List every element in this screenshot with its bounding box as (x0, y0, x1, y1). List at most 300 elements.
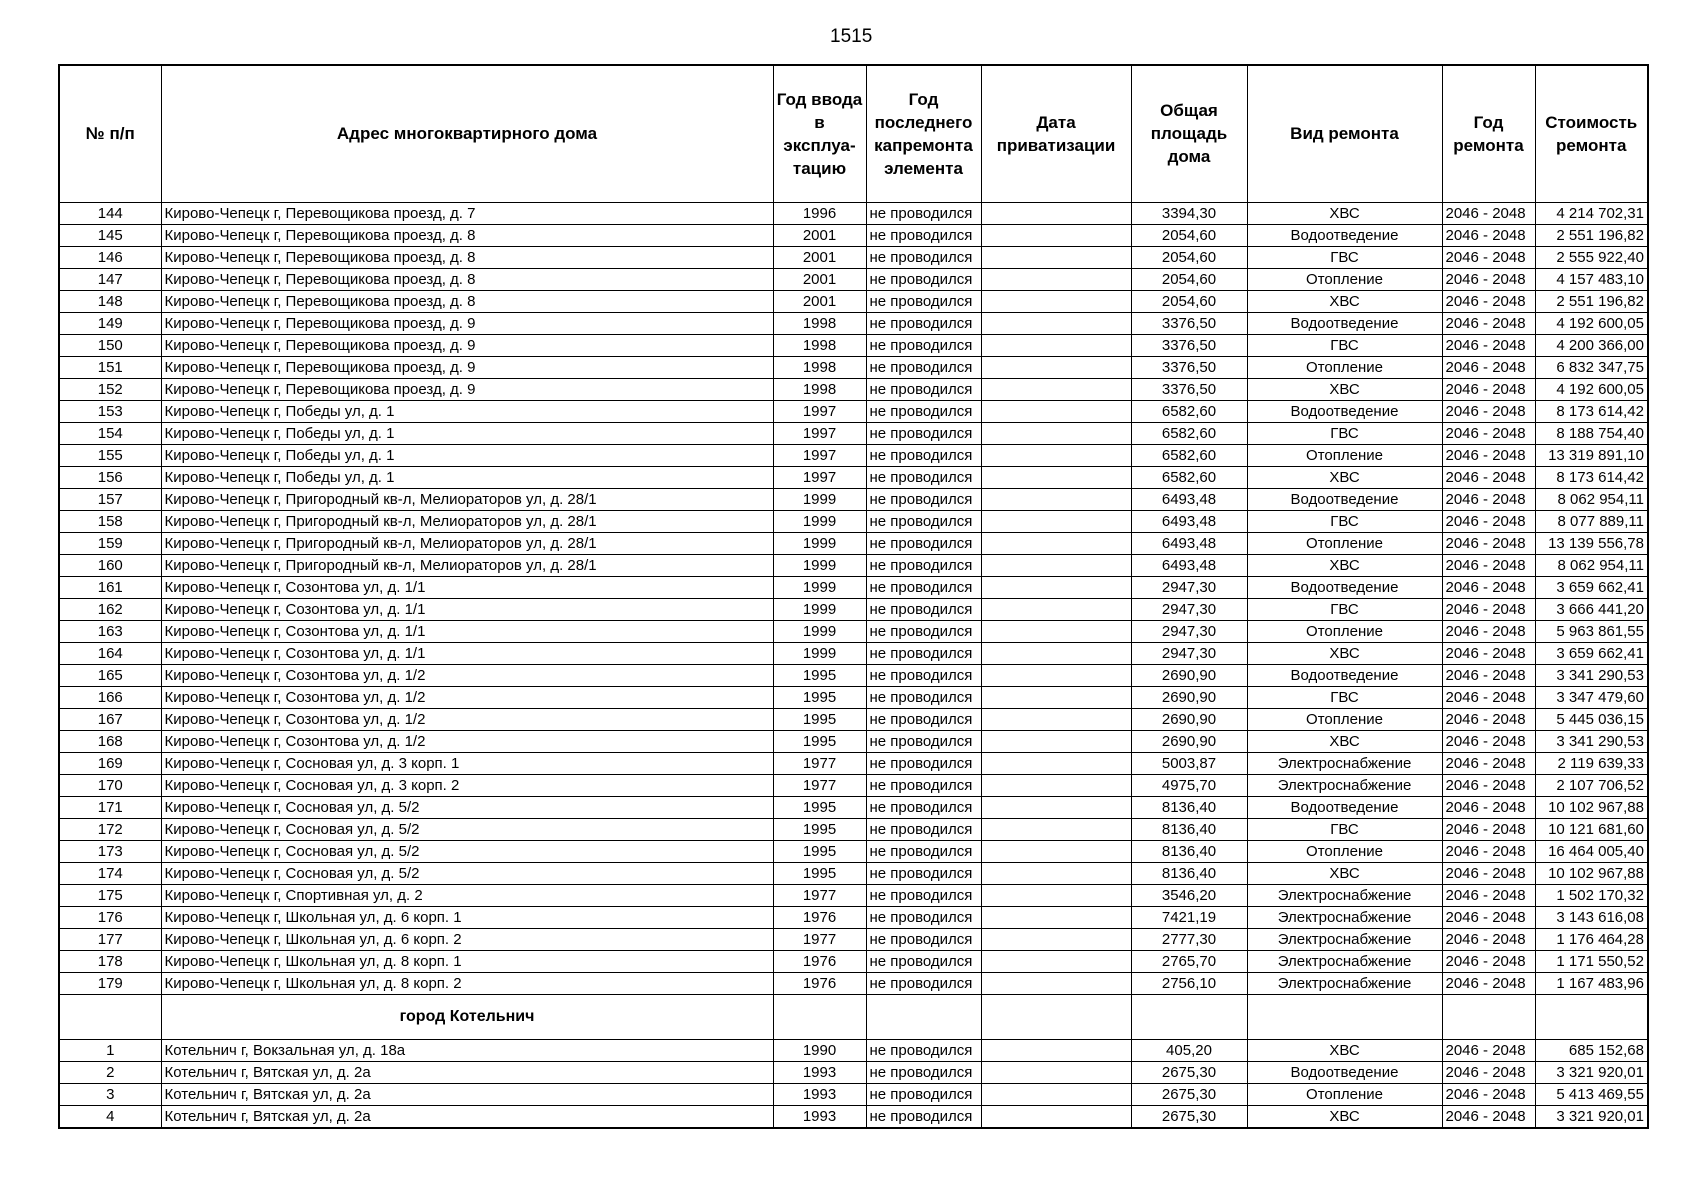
cell-num: 167 (59, 708, 161, 730)
cell-area: 2777,30 (1131, 928, 1247, 950)
cell-num: 159 (59, 532, 161, 554)
cell-repair-type: ГВС (1247, 510, 1442, 532)
cell-repair-year: 2046 - 2048 (1442, 840, 1535, 862)
cell-privatization-date (981, 664, 1131, 686)
cell-num: 164 (59, 642, 161, 664)
cell-cost: 2 555 922,40 (1535, 246, 1648, 268)
table-body-kirovo-chepetsk (59, 202, 1648, 994)
cell-cost: 3 143 616,08 (1535, 906, 1648, 928)
cell-privatization-date (981, 268, 1131, 290)
cell-year-last-repair: не проводился (866, 334, 981, 356)
cell-repair-year: 2046 - 2048 (1442, 1039, 1535, 1061)
cell-year-last-repair: не проводился (866, 972, 981, 994)
cell-repair-type: Электроснабжение (1247, 972, 1442, 994)
cell-repair-year: 2046 - 2048 (1442, 774, 1535, 796)
section-cell (1442, 994, 1535, 1039)
cell-repair-type: ГВС (1247, 422, 1442, 444)
cell-privatization-date (981, 708, 1131, 730)
cell-repair-type: ХВС (1247, 378, 1442, 400)
cell-area: 2690,90 (1131, 686, 1247, 708)
cell-repair-year: 2046 - 2048 (1442, 972, 1535, 994)
cell-year-last-repair: не проводился (866, 950, 981, 972)
cell-repair-year: 2046 - 2048 (1442, 862, 1535, 884)
cell-cost: 5 413 469,55 (1535, 1083, 1648, 1105)
cell-year-last-repair: не проводился (866, 246, 981, 268)
cell-address: Кирово-Чепецк г, Пригородный кв-л, Мелиораторов ул, д. 28/1 (161, 554, 773, 576)
cell-year-commission: 1977 (773, 884, 866, 906)
cell-repair-year: 2046 - 2048 (1442, 708, 1535, 730)
cell-repair-type: Электроснабжение (1247, 774, 1442, 796)
cell-repair-year: 2046 - 2048 (1442, 202, 1535, 224)
cell-address: Кирово-Чепецк г, Победы ул, д. 1 (161, 444, 773, 466)
table-row (59, 224, 1648, 246)
header-year-commission: Год ввода в эксплуа- тацию (773, 65, 866, 202)
cell-address: Котельнич г, Вятская ул, д. 2а (161, 1105, 773, 1128)
header-repair-type: Вид ремонта (1247, 65, 1442, 202)
cell-address: Кирово-Чепецк г, Школьная ул, д. 8 корп. 2 (161, 972, 773, 994)
cell-num: 169 (59, 752, 161, 774)
cell-address: Кирово-Чепецк г, Перевощикова проезд, д. 8 (161, 246, 773, 268)
cell-year-last-repair: не проводился (866, 400, 981, 422)
cell-repair-year: 2046 - 2048 (1442, 730, 1535, 752)
cell-num: 144 (59, 202, 161, 224)
cell-area: 4975,70 (1131, 774, 1247, 796)
cell-address: Кирово-Чепецк г, Созонтова ул, д. 1/2 (161, 686, 773, 708)
cell-privatization-date (981, 400, 1131, 422)
cell-privatization-date (981, 510, 1131, 532)
cell-num: 156 (59, 466, 161, 488)
cell-area: 3376,50 (1131, 378, 1247, 400)
cell-num: 175 (59, 884, 161, 906)
table-row (59, 642, 1648, 664)
cell-cost: 8 062 954,11 (1535, 554, 1648, 576)
cell-year-commission: 1998 (773, 356, 866, 378)
cell-repair-type: ХВС (1247, 290, 1442, 312)
cell-cost: 3 341 290,53 (1535, 730, 1648, 752)
cell-privatization-date (981, 290, 1131, 312)
cell-address: Котельнич г, Вокзальная ул, д. 18а (161, 1039, 773, 1061)
cell-repair-type: Отопление (1247, 1083, 1442, 1105)
cell-cost: 8 188 754,40 (1535, 422, 1648, 444)
cell-year-last-repair: не проводился (866, 466, 981, 488)
cell-repair-year: 2046 - 2048 (1442, 488, 1535, 510)
cell-year-commission: 1995 (773, 708, 866, 730)
cell-area: 2675,30 (1131, 1105, 1247, 1128)
cell-area: 8136,40 (1131, 818, 1247, 840)
cell-privatization-date (981, 818, 1131, 840)
cell-privatization-date (981, 224, 1131, 246)
cell-privatization-date (981, 796, 1131, 818)
cell-area: 2765,70 (1131, 950, 1247, 972)
cell-num: 157 (59, 488, 161, 510)
cell-cost: 10 102 967,88 (1535, 862, 1648, 884)
cell-num: 163 (59, 620, 161, 642)
cell-num: 161 (59, 576, 161, 598)
cell-num: 173 (59, 840, 161, 862)
cell-cost: 13 139 556,78 (1535, 532, 1648, 554)
cell-cost: 4 200 366,00 (1535, 334, 1648, 356)
table-row (59, 1061, 1648, 1083)
cell-repair-year: 2046 - 2048 (1442, 400, 1535, 422)
cell-repair-type: ХВС (1247, 862, 1442, 884)
cell-cost: 3 659 662,41 (1535, 642, 1648, 664)
table-row (59, 532, 1648, 554)
table-row (59, 422, 1648, 444)
cell-repair-type: ХВС (1247, 1105, 1442, 1128)
cell-repair-type: ХВС (1247, 466, 1442, 488)
cell-repair-year: 2046 - 2048 (1442, 466, 1535, 488)
cell-repair-year: 2046 - 2048 (1442, 752, 1535, 774)
cell-cost: 3 341 290,53 (1535, 664, 1648, 686)
cell-repair-type: Отопление (1247, 444, 1442, 466)
table-row (59, 312, 1648, 334)
cell-address: Кирово-Чепецк г, Созонтова ул, д. 1/2 (161, 708, 773, 730)
cell-cost: 4 157 483,10 (1535, 268, 1648, 290)
cell-repair-type: Водоотведение (1247, 664, 1442, 686)
table-row (59, 576, 1648, 598)
section-cell (1247, 994, 1442, 1039)
table-row (59, 400, 1648, 422)
cell-cost: 3 321 920,01 (1535, 1105, 1648, 1128)
section-cell (1535, 994, 1648, 1039)
cell-year-last-repair: не проводился (866, 378, 981, 400)
header-privatization-date: Дата приватизации (981, 65, 1131, 202)
cell-year-last-repair: не проводился (866, 312, 981, 334)
cell-num: 149 (59, 312, 161, 334)
cell-cost: 13 319 891,10 (1535, 444, 1648, 466)
cell-repair-type: ХВС (1247, 642, 1442, 664)
cell-address: Кирово-Чепецк г, Сосновая ул, д. 5/2 (161, 818, 773, 840)
cell-year-last-repair: не проводился (866, 1039, 981, 1061)
cell-year-commission: 1993 (773, 1105, 866, 1128)
cell-cost: 6 832 347,75 (1535, 356, 1648, 378)
cell-year-commission: 1977 (773, 752, 866, 774)
cell-num: 170 (59, 774, 161, 796)
cell-cost: 685 152,68 (1535, 1039, 1648, 1061)
cell-area: 2690,90 (1131, 708, 1247, 730)
cell-num: 2 (59, 1061, 161, 1083)
table-row (59, 730, 1648, 752)
cell-address: Кирово-Чепецк г, Школьная ул, д. 8 корп. 1 (161, 950, 773, 972)
cell-area: 8136,40 (1131, 862, 1247, 884)
cell-area: 2675,30 (1131, 1061, 1247, 1083)
cell-repair-year: 2046 - 2048 (1442, 598, 1535, 620)
cell-repair-year: 2046 - 2048 (1442, 554, 1535, 576)
cell-repair-type: Водоотведение (1247, 796, 1442, 818)
cell-area: 2054,60 (1131, 268, 1247, 290)
table-row (59, 356, 1648, 378)
cell-year-last-repair: не проводился (866, 598, 981, 620)
header-num: № п/п (59, 65, 161, 202)
cell-privatization-date (981, 840, 1131, 862)
cell-repair-year: 2046 - 2048 (1442, 312, 1535, 334)
cell-year-last-repair: не проводился (866, 1105, 981, 1128)
cell-address: Кирово-Чепецк г, Сосновая ул, д. 5/2 (161, 796, 773, 818)
cell-repair-year: 2046 - 2048 (1442, 884, 1535, 906)
cell-num: 150 (59, 334, 161, 356)
cell-repair-type: ХВС (1247, 1039, 1442, 1061)
table-row (59, 664, 1648, 686)
cell-area: 6493,48 (1131, 532, 1247, 554)
cell-year-last-repair: не проводился (866, 268, 981, 290)
cell-area: 2947,30 (1131, 598, 1247, 620)
cell-repair-type: Отопление (1247, 620, 1442, 642)
table-row (59, 1083, 1648, 1105)
cell-privatization-date (981, 246, 1131, 268)
cell-address: Кирово-Чепецк г, Пригородный кв-л, Мелиораторов ул, д. 28/1 (161, 532, 773, 554)
cell-year-commission: 1977 (773, 928, 866, 950)
cell-area: 6582,60 (1131, 400, 1247, 422)
section-body (59, 994, 1648, 1039)
cell-repair-year: 2046 - 2048 (1442, 290, 1535, 312)
cell-repair-year: 2046 - 2048 (1442, 928, 1535, 950)
cell-privatization-date (981, 576, 1131, 598)
cell-privatization-date (981, 532, 1131, 554)
cell-repair-type: ХВС (1247, 202, 1442, 224)
cell-area: 5003,87 (1131, 752, 1247, 774)
cell-year-commission: 1999 (773, 488, 866, 510)
cell-year-last-repair: не проводился (866, 862, 981, 884)
cell-num: 179 (59, 972, 161, 994)
cell-area: 2054,60 (1131, 246, 1247, 268)
cell-repair-year: 2046 - 2048 (1442, 334, 1535, 356)
cell-cost: 8 062 954,11 (1535, 488, 1648, 510)
cell-area: 2947,30 (1131, 620, 1247, 642)
cell-cost: 10 102 967,88 (1535, 796, 1648, 818)
cell-year-commission: 1999 (773, 620, 866, 642)
cell-privatization-date (981, 928, 1131, 950)
table-row (59, 620, 1648, 642)
cell-year-last-repair: не проводился (866, 796, 981, 818)
cell-num: 147 (59, 268, 161, 290)
cell-area: 6493,48 (1131, 554, 1247, 576)
cell-repair-year: 2046 - 2048 (1442, 1105, 1535, 1128)
cell-address: Кирово-Чепецк г, Школьная ул, д. 6 корп. 1 (161, 906, 773, 928)
cell-privatization-date (981, 752, 1131, 774)
cell-year-commission: 2001 (773, 290, 866, 312)
cell-year-commission: 1999 (773, 576, 866, 598)
cell-address: Кирово-Чепецк г, Победы ул, д. 1 (161, 466, 773, 488)
cell-cost: 4 192 600,05 (1535, 312, 1648, 334)
cell-repair-type: ГВС (1247, 598, 1442, 620)
cell-year-last-repair: не проводился (866, 356, 981, 378)
cell-year-commission: 1998 (773, 312, 866, 334)
cell-repair-type: Отопление (1247, 708, 1442, 730)
cell-address: Кирово-Чепецк г, Созонтова ул, д. 1/2 (161, 664, 773, 686)
cell-year-commission: 1976 (773, 972, 866, 994)
cell-num: 1 (59, 1039, 161, 1061)
cell-cost: 2 119 639,33 (1535, 752, 1648, 774)
cell-repair-type: ГВС (1247, 246, 1442, 268)
cell-year-commission: 1995 (773, 796, 866, 818)
page-number: 1515 (830, 26, 873, 47)
cell-num: 152 (59, 378, 161, 400)
table-row (59, 906, 1648, 928)
table-row (59, 862, 1648, 884)
cell-year-last-repair: не проводился (866, 576, 981, 598)
cell-cost: 4 192 600,05 (1535, 378, 1648, 400)
cell-repair-type: ХВС (1247, 730, 1442, 752)
cell-area: 6582,60 (1131, 422, 1247, 444)
cell-privatization-date (981, 444, 1131, 466)
cell-address: Котельнич г, Вятская ул, д. 2а (161, 1061, 773, 1083)
cell-privatization-date (981, 422, 1131, 444)
cell-year-last-repair: не проводился (866, 730, 981, 752)
cell-privatization-date (981, 488, 1131, 510)
cell-repair-year: 2046 - 2048 (1442, 686, 1535, 708)
cell-privatization-date (981, 972, 1131, 994)
cell-privatization-date (981, 642, 1131, 664)
cell-year-last-repair: не проводился (866, 642, 981, 664)
table-row (59, 972, 1648, 994)
cell-address: Кирово-Чепецк г, Сосновая ул, д. 5/2 (161, 862, 773, 884)
cell-repair-year: 2046 - 2048 (1442, 378, 1535, 400)
cell-address: Кирово-Чепецк г, Перевощикова проезд, д. 9 (161, 334, 773, 356)
cell-area: 7421,19 (1131, 906, 1247, 928)
cell-address: Кирово-Чепецк г, Спортивная ул, д. 2 (161, 884, 773, 906)
cell-num: 160 (59, 554, 161, 576)
cell-year-commission: 1977 (773, 774, 866, 796)
cell-address: Кирово-Чепецк г, Созонтова ул, д. 1/2 (161, 730, 773, 752)
cell-address: Кирово-Чепецк г, Перевощикова проезд, д. 9 (161, 378, 773, 400)
cell-num: 153 (59, 400, 161, 422)
table-row (59, 950, 1648, 972)
cell-repair-type: ГВС (1247, 686, 1442, 708)
cell-privatization-date (981, 1105, 1131, 1128)
cell-num: 168 (59, 730, 161, 752)
cell-repair-type: Водоотведение (1247, 576, 1442, 598)
cell-year-commission: 1995 (773, 730, 866, 752)
cell-cost: 16 464 005,40 (1535, 840, 1648, 862)
cell-privatization-date (981, 774, 1131, 796)
cell-area: 3394,30 (1131, 202, 1247, 224)
cell-year-commission: 1995 (773, 664, 866, 686)
cell-privatization-date (981, 686, 1131, 708)
cell-cost: 5 445 036,15 (1535, 708, 1648, 730)
cell-area: 2675,30 (1131, 1083, 1247, 1105)
cell-year-last-repair: не проводился (866, 620, 981, 642)
cell-year-last-repair: не проводился (866, 554, 981, 576)
cell-area: 3546,20 (1131, 884, 1247, 906)
section-title: город Котельнич (161, 994, 773, 1039)
cell-year-last-repair: не проводился (866, 532, 981, 554)
cell-cost: 8 077 889,11 (1535, 510, 1648, 532)
cell-year-last-repair: не проводился (866, 202, 981, 224)
section-cell (59, 994, 161, 1039)
cell-year-commission: 1995 (773, 686, 866, 708)
cell-cost: 8 173 614,42 (1535, 400, 1648, 422)
cell-cost: 2 551 196,82 (1535, 290, 1648, 312)
cell-repair-type: Водоотведение (1247, 400, 1442, 422)
cell-address: Кирово-Чепецк г, Созонтова ул, д. 1/1 (161, 576, 773, 598)
cell-year-commission: 1993 (773, 1083, 866, 1105)
cell-year-commission: 1995 (773, 818, 866, 840)
cell-year-commission: 1999 (773, 532, 866, 554)
header-area: Общая площадь дома (1131, 65, 1247, 202)
table-body-kotelnich (59, 1039, 1648, 1128)
cell-address: Кирово-Чепецк г, Пригородный кв-л, Мелиораторов ул, д. 28/1 (161, 510, 773, 532)
cell-privatization-date (981, 1061, 1131, 1083)
cell-num: 174 (59, 862, 161, 884)
cell-repair-year: 2046 - 2048 (1442, 796, 1535, 818)
table-row (59, 840, 1648, 862)
table-row (59, 268, 1648, 290)
cell-year-commission: 1993 (773, 1061, 866, 1083)
table-row (59, 686, 1648, 708)
cell-privatization-date (981, 730, 1131, 752)
table-row (59, 598, 1648, 620)
table-row (59, 444, 1648, 466)
cell-privatization-date (981, 862, 1131, 884)
cell-cost: 1 171 550,52 (1535, 950, 1648, 972)
cell-privatization-date (981, 202, 1131, 224)
cell-num: 165 (59, 664, 161, 686)
cell-year-last-repair: не проводился (866, 708, 981, 730)
cell-privatization-date (981, 312, 1131, 334)
table-row (59, 1105, 1648, 1128)
cell-repair-year: 2046 - 2048 (1442, 642, 1535, 664)
cell-privatization-date (981, 620, 1131, 642)
cell-repair-type: Отопление (1247, 268, 1442, 290)
cell-privatization-date (981, 554, 1131, 576)
cell-repair-type: Водоотведение (1247, 488, 1442, 510)
cell-num: 178 (59, 950, 161, 972)
cell-repair-year: 2046 - 2048 (1442, 950, 1535, 972)
cell-num: 4 (59, 1105, 161, 1128)
cell-repair-type: Электроснабжение (1247, 928, 1442, 950)
cell-address: Кирово-Чепецк г, Перевощикова проезд, д. 9 (161, 356, 773, 378)
section-cell (773, 994, 866, 1039)
header-year-last-repair: Год последнего капремонта элемента (866, 65, 981, 202)
cell-area: 2690,90 (1131, 730, 1247, 752)
cell-num: 177 (59, 928, 161, 950)
cell-area: 3376,50 (1131, 312, 1247, 334)
cell-address: Кирово-Чепецк г, Сосновая ул, д. 3 корп. 2 (161, 774, 773, 796)
cell-repair-year: 2046 - 2048 (1442, 620, 1535, 642)
cell-num: 172 (59, 818, 161, 840)
cell-repair-year: 2046 - 2048 (1442, 356, 1535, 378)
cell-year-last-repair: не проводился (866, 422, 981, 444)
cell-year-commission: 1976 (773, 906, 866, 928)
cell-address: Кирово-Чепецк г, Победы ул, д. 1 (161, 400, 773, 422)
cell-area: 2756,10 (1131, 972, 1247, 994)
cell-num: 151 (59, 356, 161, 378)
cell-cost: 2 107 706,52 (1535, 774, 1648, 796)
cell-year-last-repair: не проводился (866, 906, 981, 928)
cell-area: 405,20 (1131, 1039, 1247, 1061)
table-row (59, 510, 1648, 532)
section-cell (981, 994, 1131, 1039)
cell-repair-year: 2046 - 2048 (1442, 510, 1535, 532)
section-cell (866, 994, 981, 1039)
cell-year-commission: 1998 (773, 378, 866, 400)
cell-area: 6493,48 (1131, 510, 1247, 532)
cell-year-last-repair: не проводился (866, 686, 981, 708)
cell-area: 3376,50 (1131, 356, 1247, 378)
cell-repair-type: Отопление (1247, 840, 1442, 862)
cell-area: 2690,90 (1131, 664, 1247, 686)
cell-address: Кирово-Чепецк г, Сосновая ул, д. 3 корп. 1 (161, 752, 773, 774)
cell-num: 171 (59, 796, 161, 818)
cell-address: Кирово-Чепецк г, Перевощикова проезд, д. 9 (161, 312, 773, 334)
cell-year-last-repair: не проводился (866, 510, 981, 532)
cell-repair-type: Водоотведение (1247, 312, 1442, 334)
cell-repair-year: 2046 - 2048 (1442, 444, 1535, 466)
cell-privatization-date (981, 334, 1131, 356)
cell-cost: 10 121 681,60 (1535, 818, 1648, 840)
header-cost: Стоимость ремонта (1535, 65, 1648, 202)
cell-privatization-date (981, 906, 1131, 928)
